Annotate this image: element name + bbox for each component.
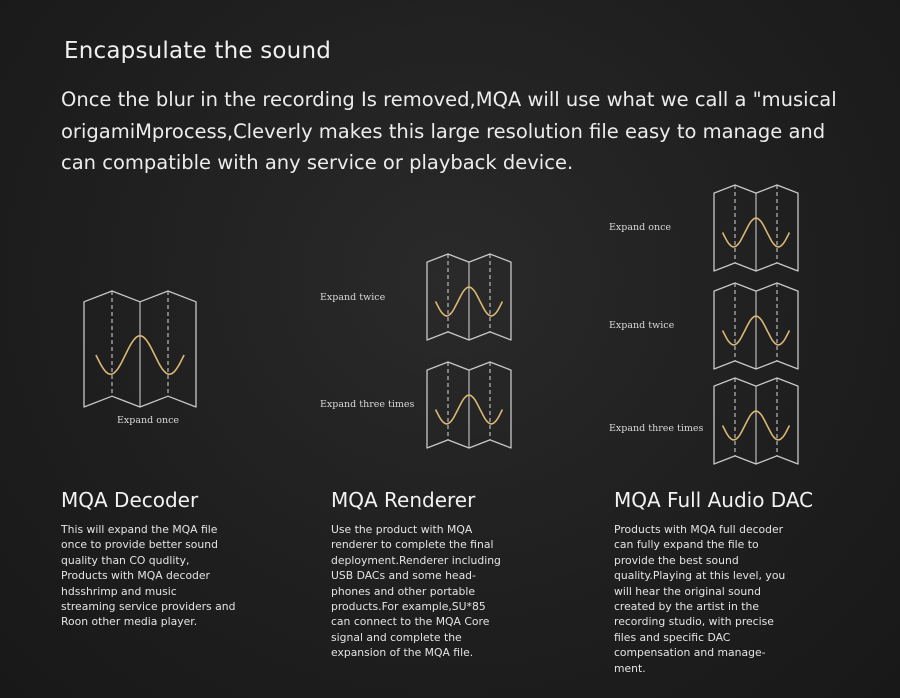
section-heading: Encapsulate the sound [64,38,332,64]
text-line: will hear the original sound [614,584,761,598]
caption-expand-once: Expand once [117,415,180,426]
text-line: created by the artist in the [614,600,759,614]
intro-line: can compatible with any service or playback device. [61,151,574,174]
decoder-title: MQA Decoder [61,488,199,512]
text-line: This will expand the MQA file [61,523,218,536]
intro-line: origamiMprocess,Cleverly makes this large resolution file easy to manage and [61,119,826,143]
renderer-title: MQA Renderer [331,488,476,512]
text-line: streaming service providers and [61,600,236,614]
text-line: Use the product with MQA [331,523,473,536]
folded-map-icon [712,281,800,371]
caption-expand-twice: Expand twice [609,320,675,331]
text-line: hdsshrimp and music [61,584,177,598]
caption-expand-once: Expand once [609,222,672,233]
folded-map-icon [82,289,198,409]
text-line: deployment.Renderer including [331,553,501,567]
text-line: signal and complete the [331,630,462,644]
text-line: renderer to complete the final [331,538,494,552]
text-line: Roon other media player. [61,615,198,629]
text-line: can connect to the MQA Core [331,615,490,629]
intro-line: Once the blur in the recording Is removed,MQA will use what we call a "musical [61,88,837,111]
decoder-description [61,522,261,630]
text-line: Products with MQA decoder [61,569,210,583]
text-line: compensation and manage- [614,646,766,660]
text-line: provide the best sound [614,553,739,567]
folded-map-icon [425,252,513,342]
intro-paragraph [61,84,861,179]
full-dac-title: MQA Full Audio DAC [614,488,814,512]
caption-expand-three-times: Expand three times [320,399,415,410]
caption-expand-twice: Expand twice [320,292,386,303]
text-line: ment. [614,661,646,675]
folded-map-icon [425,360,513,450]
text-line: USB DACs and some head- [331,569,476,583]
text-line: expansion of the MQA file. [331,646,474,660]
full-dac-description [614,522,834,676]
text-line: quality than CO qudlity, [61,553,190,567]
folded-map-icon [712,183,800,273]
text-line: recording studio, with precise [614,615,774,629]
text-line: can fully expand the file to [614,538,759,552]
text-line: Products with MQA full decoder [614,523,784,536]
text-line: quality.Playing at this level, you [614,569,786,583]
folded-map-icon [712,376,800,466]
caption-expand-three-times: Expand three times [609,423,704,434]
text-line: files and specific DAC [614,630,731,644]
text-line: phones and other portable [331,584,476,598]
text-line: once to provide better sound [61,538,218,552]
text-line: products.For example,SU*85 [331,600,486,614]
renderer-description [331,522,531,661]
